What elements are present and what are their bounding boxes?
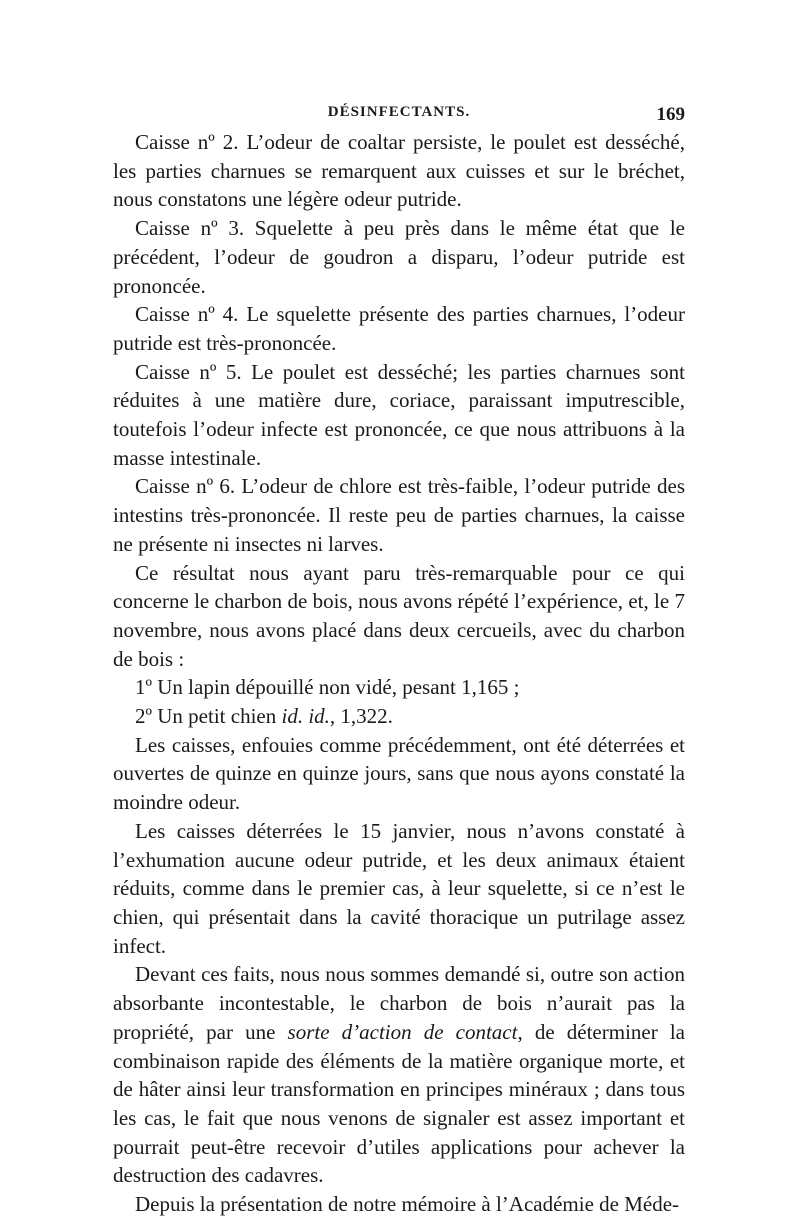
paragraph-exhumation: Les caisses déterrées le 15 janvier, nous n’avons constaté à l’exhumation aucune odeur putride, et les deux animaux étaient réduits, comme dans le premier cas, à leur squelette, si ce n’est le chien, qui présentait dans la cavité thoracique un putrilage assez infect. <box>113 818 685 958</box>
paragraph-caisse-4: Caisse nº 4. Le squelette présente des parties charnues, l’odeur putride est très-prononcée. <box>113 302 685 355</box>
paragraph-devant-ces-faits <box>113 960 685 1190</box>
paragraph-experience: Ce résultat nous ayant paru très-remarquable pour ce qui concerne le charbon de bois, nous avons répété l’expérience, et, le 7 novembre, nous avons placé dans deux cercueils, avec du charbon de bois : <box>113 560 685 671</box>
italic-text: id. id. <box>281 704 330 729</box>
page-number: 169 <box>656 104 685 125</box>
paragraph-caisse-2: Caisse nº 2. L’odeur de coaltar persiste, le poulet est desséché, les parties charnues se remarquent aux cuisses et sur le bréchet, nous constatons une légère odeur putride. <box>113 130 685 212</box>
list-item-text-end: , 1,322. <box>329 704 393 729</box>
paragraph-caisses: Les caisses, enfouies comme précédemment, ont été déterrées et ouvertes de quinze en quinze jours, sans que nous ayons constaté la moindre odeur. <box>113 732 685 815</box>
paragraph-depuis: Depuis la présentation de notre mémoire à l’Académie de Méde- <box>135 1192 680 1217</box>
paragraph-text-end: , de déterminer la combinaison rapide des éléments de la matière organique morte, et de hâter ainsi leur transformation en principes minéraux ; dans tous les cas, le fait que nous venons de signaler est assez important et pourrait peut-être recevoir d’utiles applications pour achever la destruction des cadavres. <box>113 1019 685 1188</box>
page-header <box>113 104 685 128</box>
paragraph-caisse-6: Caisse nº 6. L’odeur de chlore est très-faible, l’odeur putride des intestins très-prononcée. Il reste peu de parties charnues, la caisse ne présente ni insectes ni larves. <box>113 474 685 556</box>
list-item-text: 2º Un petit chien <box>135 704 282 729</box>
list-item-text: 1º Un lapin dépouillé non vidé, pesant 1,165 ; <box>135 675 520 700</box>
italic-text: sorte d’action de contact <box>287 1019 518 1044</box>
body-text <box>113 128 685 1219</box>
paragraph-caisse-5: Caisse nº 5. Le poulet est desséché; les parties charnues sont réduites à une matière dure, coriace, paraissant imputrescible, toutefois l’odeur infecte est prononcée, ce que nous attribuons à la masse intestinale. <box>113 359 685 470</box>
list-item-lapin <box>113 673 685 702</box>
list-item-chien <box>113 702 685 731</box>
paragraph-text: Devant ces faits, nous nous sommes demandé si, outre son action absorbante incontestable, le charbon de bois n’aurait pas la propriété, par une <box>113 962 685 1044</box>
paragraph-caisse-3: Caisse nº 3. Squelette à peu près dans le même état que le précédent, l’odeur de goudron a disparu, l’odeur putride est prononcée. <box>113 216 685 298</box>
running-head: DÉSINFECTANTS. <box>327 104 471 120</box>
